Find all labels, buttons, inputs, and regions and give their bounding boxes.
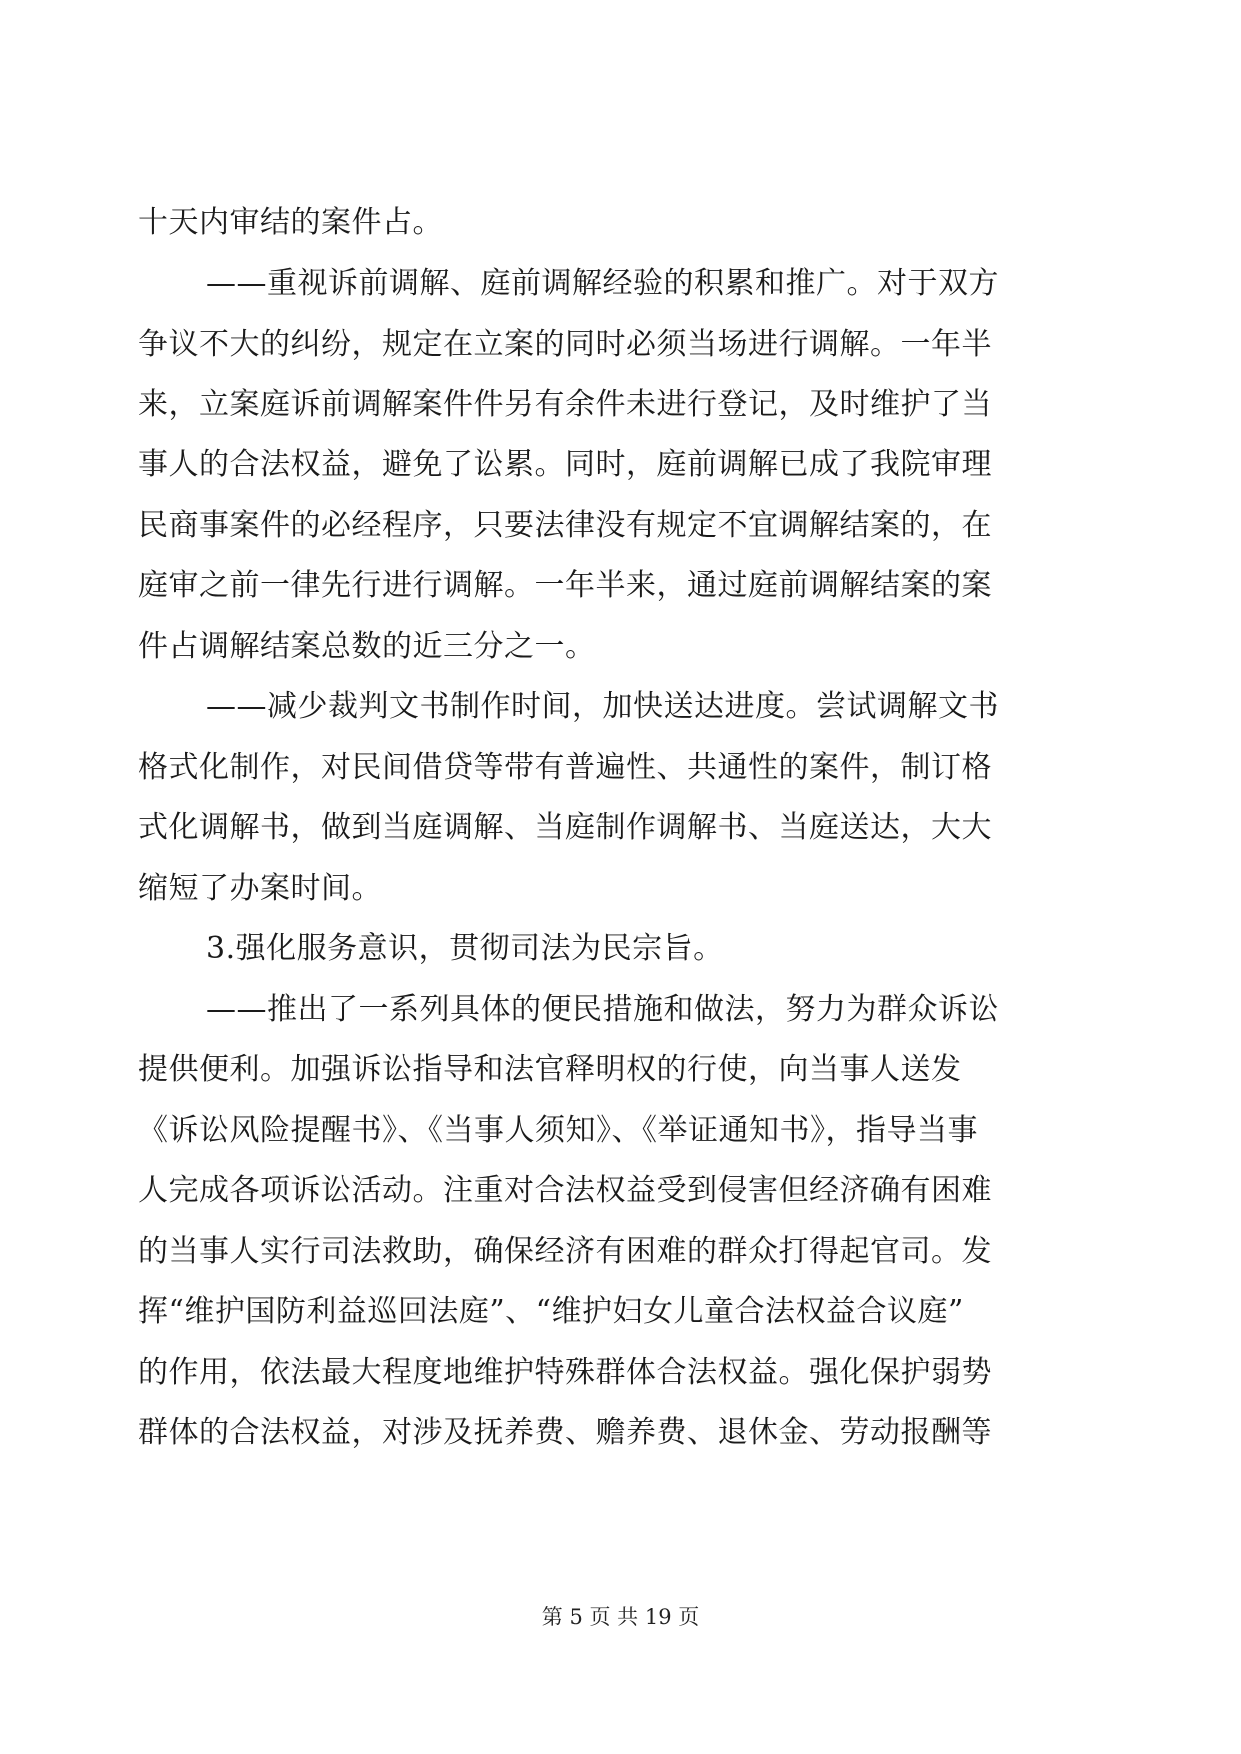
text-line: 的当事人实行司法救助，确保经济有困难的群众打得起官司。发 (138, 1234, 992, 1269)
text-line: 庭审之前一律先行进行调解。一年半来，通过庭前调解结案的案 (138, 568, 992, 603)
text-line: ——推出了一系列具体的便民措施和做法，努力为群众诉讼 (206, 992, 999, 1027)
text-line: 《诉讼风险提醒书》、《当事人须知》、《举证通知书》，指导当事 (138, 1113, 978, 1148)
text-line: 十天内审结的案件占。 (138, 205, 443, 240)
text-line: 人完成各项诉讼活动。注重对合法权益受到侵害但经济确有困难 (138, 1173, 992, 1208)
section-heading: 3.强化服务意识，贯彻司法为民宗旨。 (206, 931, 724, 966)
page-number: 第 5 页 共 19 页 (541, 1605, 700, 1629)
text-line: 式化调解书，做到当庭调解、当庭制作调解书、当庭送达，大大 (138, 810, 992, 845)
text-line: 提供便利。加强诉讼指导和法官释明权的行使，向当事人送发 (138, 1052, 962, 1087)
text-line: 缩短了办案时间。 (138, 871, 382, 906)
text-line: 民商事案件的必经程序，只要法律没有规定不宜调解结案的，在 (138, 508, 992, 543)
text-line: ——减少裁判文书制作时间，加快送达进度。尝试调解文书 (206, 689, 999, 724)
text-line: 挥“维护国防利益巡回法庭”、“维护妇女儿童合法权益合议庭” (138, 1294, 964, 1329)
text-line: 件占调解结案总数的近三分之一。 (138, 629, 596, 664)
text-line: 群体的合法权益，对涉及抚养费、赡养费、退休金、劳动报酬等 (138, 1415, 992, 1450)
text-line: 事人的合法权益，避免了讼累。同时，庭前调解已成了我院审理 (138, 447, 992, 482)
text-line: 的作用，依法最大程度地维护特殊群体合法权益。强化保护弱势 (138, 1355, 992, 1390)
text-line: ——重视诉前调解、庭前调解经验的积累和推广。对于双方 (206, 266, 999, 301)
text-line: 来，立案庭诉前调解案件件另有余件未进行登记，及时维护了当 (138, 387, 992, 422)
text-line: 争议不大的纠纷，规定在立案的同时必须当场进行调解。一年半 (138, 327, 992, 362)
text-line: 格式化制作，对民间借贷等带有普遍性、共通性的案件，制订格 (138, 750, 992, 785)
